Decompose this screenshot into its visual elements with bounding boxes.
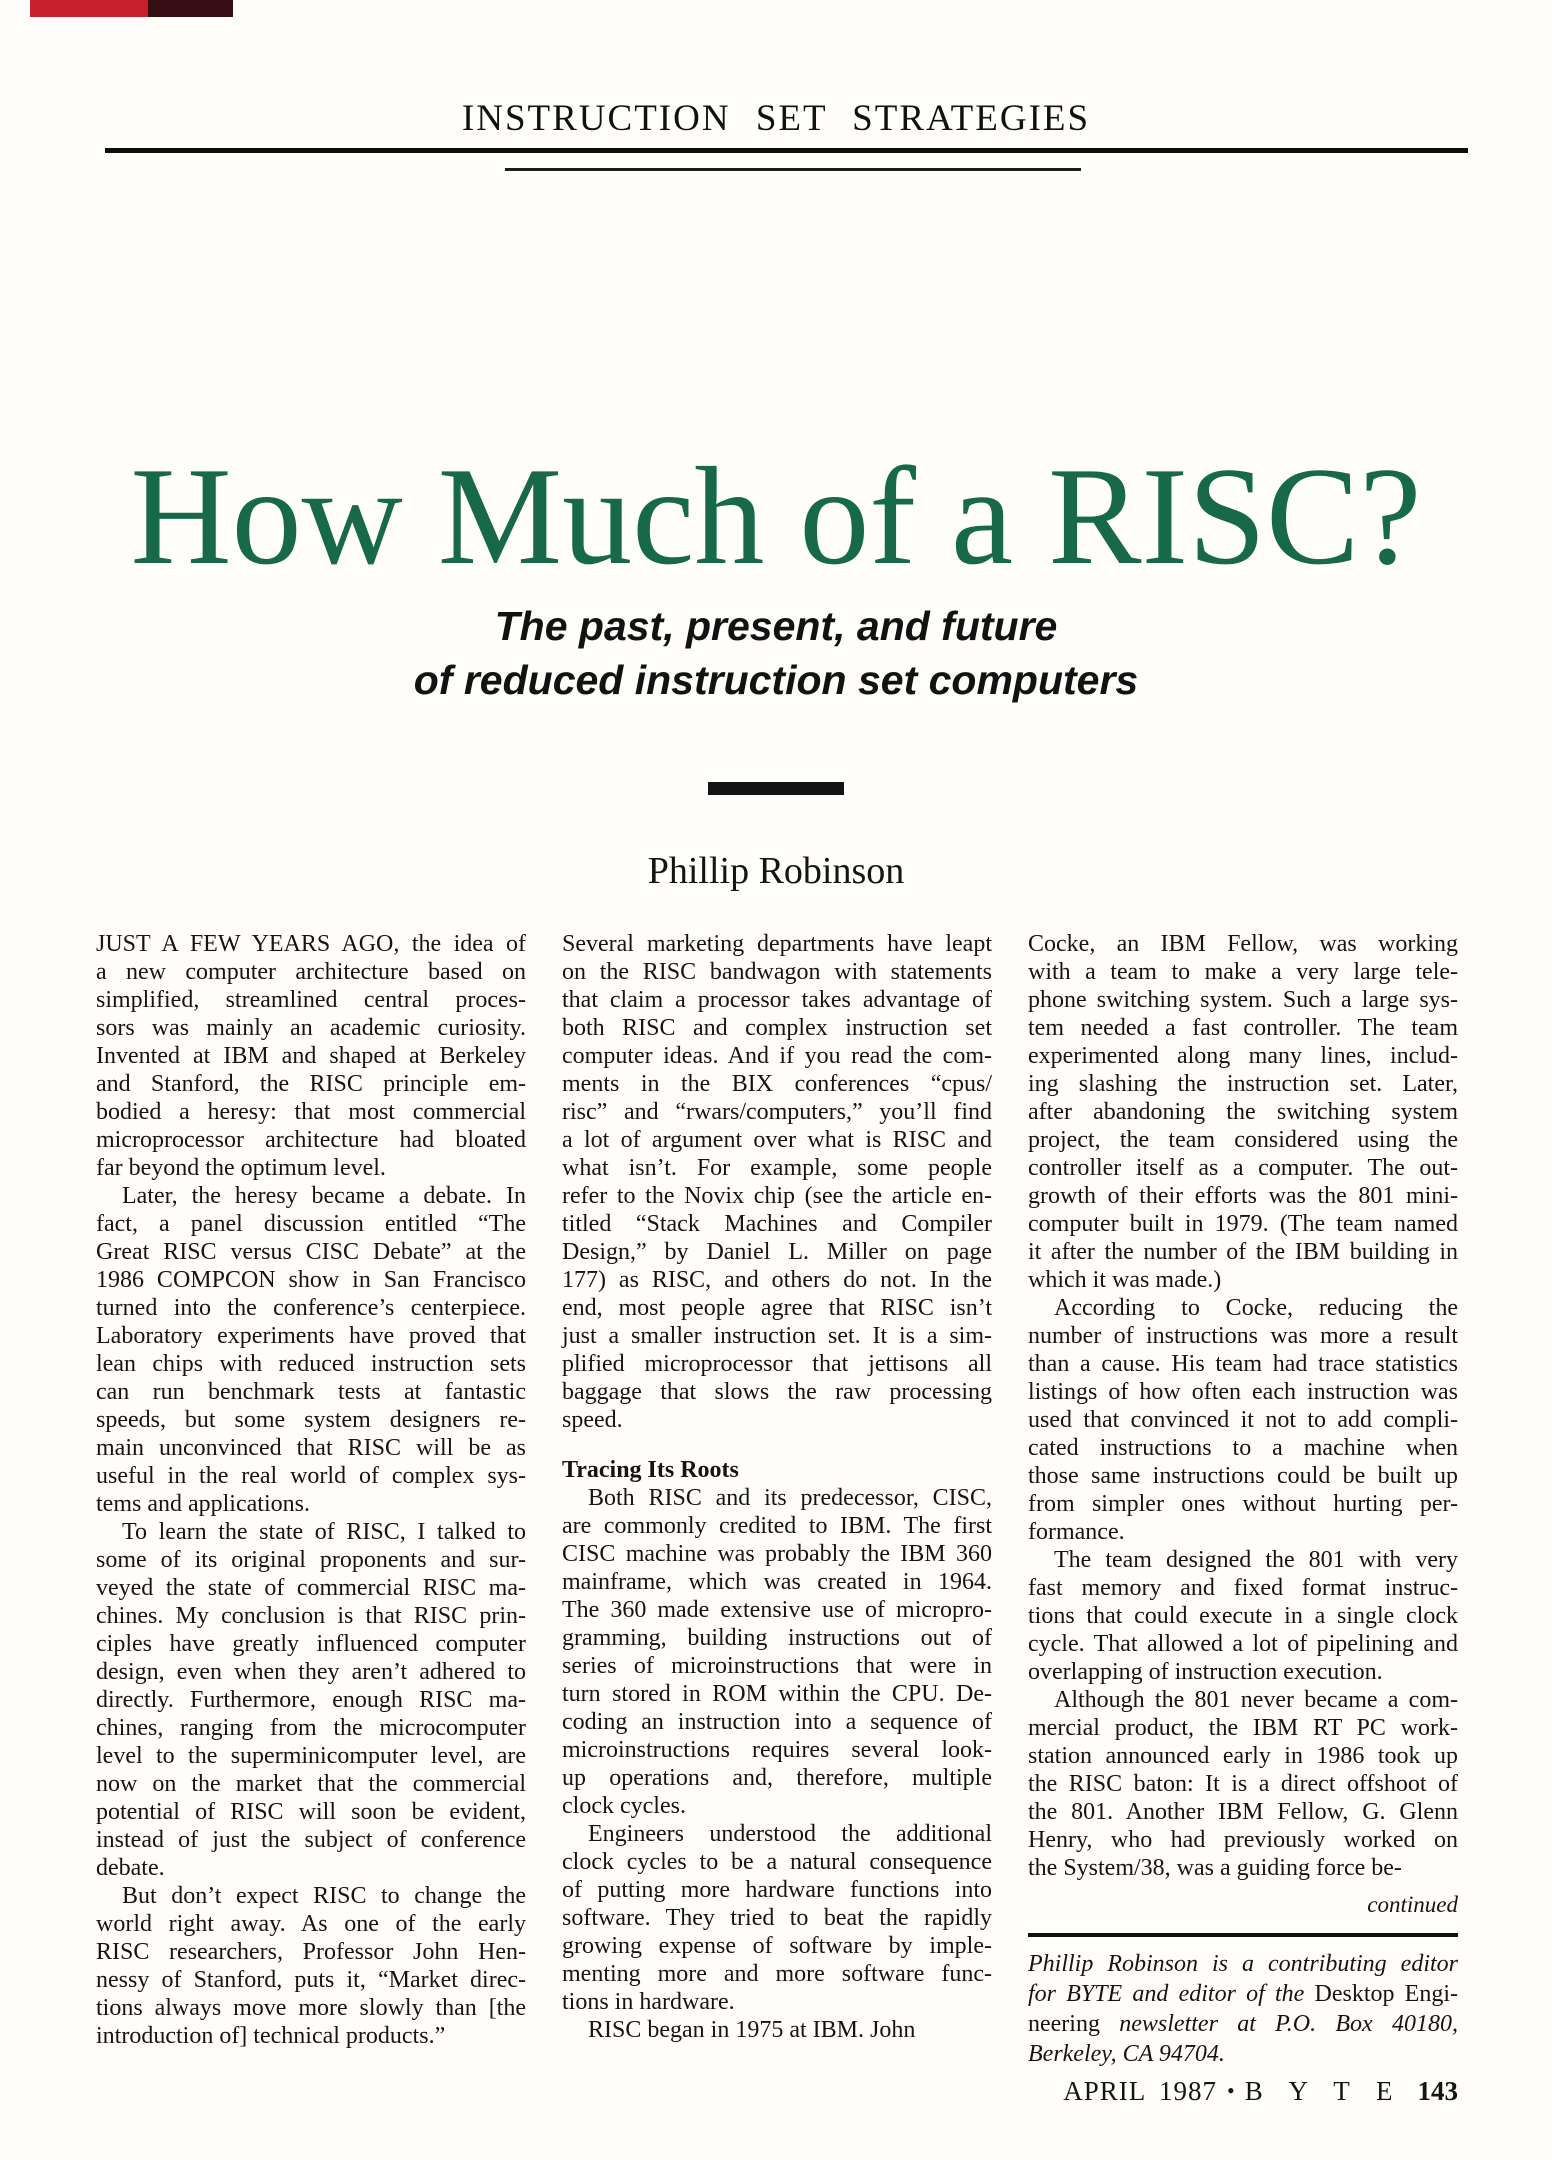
text-line: world right away. As one of the early (96, 1911, 526, 1937)
text-line: Design,” by Daniel L. Miller on page (562, 1239, 992, 1265)
text-line: chines. My conclusion is that RISC prin- (96, 1603, 526, 1629)
text-line: Great RISC versus CISC Debate” at the (96, 1239, 526, 1265)
article-body (96, 930, 1458, 2069)
column-2 (562, 930, 992, 2069)
text-line: are commonly credited to IBM. The first (562, 1513, 992, 1539)
text-line: lean chips with reduced instruction sets (96, 1351, 526, 1377)
paragraph (1028, 1686, 1458, 1882)
text-line: clock cycles. (562, 1793, 686, 1819)
text-line: mainframe, which was created in 1964. (562, 1569, 992, 1595)
text-line: 177) as RISC, and others do not. In the (562, 1267, 992, 1293)
bio-line (1028, 2009, 1458, 2039)
text-line: nessy of Stanford, puts it, “Market direc- (96, 1967, 526, 1993)
text-line: The team designed the 801 with very (1054, 1547, 1458, 1573)
text-line: debate. (96, 1855, 165, 1881)
text-line: on the RISC bandwagon with statements (562, 959, 992, 985)
text-line: JUST A FEW YEARS AGO, the idea of (96, 931, 526, 957)
text-line: Laboratory experiments have proved that (96, 1323, 526, 1349)
text-line: main unconvinced that RISC will be as (96, 1435, 526, 1461)
text-line: used that convinced it not to add compli- (1028, 1407, 1458, 1433)
text-line: Both RISC and its predecessor, CISC, (588, 1485, 992, 1511)
article-subtitle-line1: The past, present, and future (494, 603, 1058, 649)
text-line: what isn’t. For example, some people (562, 1155, 992, 1181)
bio-rule (1028, 1933, 1458, 1937)
text-line: introduction of] technical products.” (96, 2023, 446, 2049)
paragraph (1028, 1294, 1458, 1546)
text-line: menting more and more software func- (562, 1961, 992, 1987)
text-line: plified microprocessor that jettisons all (562, 1351, 992, 1377)
footer-issue-date: APRIL 1987 (1063, 2076, 1218, 2106)
text-line: just a smaller instruction set. It is a sim- (562, 1323, 992, 1349)
text-line: bodied a heresy: that most commercial (96, 1099, 526, 1125)
text-line: simplified, streamlined central proces- (96, 987, 526, 1013)
text-line: design, even when they aren’t adhered to (96, 1659, 526, 1685)
column-3 (1028, 930, 1458, 2069)
text-line: of putting more hardware functions into (562, 1877, 992, 1903)
text-line: instead of just the subject of conference (96, 1827, 526, 1853)
paragraph (1028, 1546, 1458, 1686)
text-line: turn stored in ROM within the CPU. De- (562, 1681, 992, 1707)
text-line: those same instructions could be built up (1028, 1463, 1458, 1489)
text-line: computer built in 1979. (The team named (1028, 1211, 1458, 1237)
paragraph (96, 1182, 526, 1518)
text-line: controller itself as a computer. The out- (1028, 1155, 1458, 1181)
text-line: cycle. That allowed a lot of pipelining and (1028, 1631, 1458, 1657)
text-line: it after the number of the IBM building in (1028, 1239, 1458, 1265)
text-line: station announced early in 1986 took up (1028, 1743, 1458, 1769)
text-line: speed. (562, 1407, 623, 1433)
text-line: risc” and “rwars/computers,” you’ll find (562, 1099, 992, 1125)
paragraph (96, 1518, 526, 1882)
bio-line (1028, 1949, 1458, 1979)
text-line: after abandoning the switching system (1028, 1099, 1458, 1125)
text-line: To learn the state of RISC, I talked to (122, 1519, 526, 1545)
text-line: sors was mainly an academic curiosity. (96, 1015, 526, 1041)
text-line: a new computer architecture based on (96, 959, 526, 985)
text-line: refer to the Novix chip (see the article en- (562, 1183, 992, 1209)
page-footer (96, 2078, 1458, 2105)
paragraph (96, 930, 526, 1182)
text-line: ing slashing the instruction set. Later, (1028, 1071, 1458, 1097)
text-line: 1986 COMPCON show in San Francisco (96, 1267, 526, 1293)
text-line: project, the team considered using the (1028, 1127, 1458, 1153)
text-line: veyed the state of commercial RISC ma- (96, 1575, 526, 1601)
text-line: with a team to make a very large tele- (1028, 959, 1458, 985)
text-line: directly. Furthermore, enough RISC ma- (96, 1687, 526, 1713)
text-line: ciples have greatly influenced computer (96, 1631, 526, 1657)
text-line: both RISC and complex instruction set (562, 1015, 992, 1041)
text-line: the 801. Another IBM Fellow, G. Glenn (1028, 1799, 1458, 1825)
text-line: that claim a processor takes advantage of (562, 987, 992, 1013)
text-line: tions always move more slowly than [the (96, 1995, 526, 2021)
text-line: which it was made.) (1028, 1267, 1222, 1293)
column-3-text (1028, 930, 1458, 1882)
text-line: than a cause. His team had trace statistics (1028, 1351, 1458, 1377)
text-line: tem needed a fast controller. The team (1028, 1015, 1458, 1041)
corner-print-mark-red (30, 0, 148, 17)
text-line: computer ideas. And if you read the com- (562, 1043, 992, 1069)
text-line: software. They tried to beat the rapidly (562, 1905, 992, 1931)
bio-italic-text: newsletter at P.O. Box 40180, (1119, 2011, 1458, 2037)
text-line: growing expense of software by imple- (562, 1933, 992, 1959)
text-line: tems and applications. (96, 1491, 310, 1517)
text-line: Cocke, an IBM Fellow, was working (1028, 931, 1458, 957)
text-line: Several marketing departments have leapt (562, 931, 992, 957)
author-bio (1028, 1949, 1458, 2069)
paragraph (562, 930, 992, 1434)
text-line: coding an instruction into a sequence of (562, 1709, 992, 1735)
bio-line (1028, 1979, 1458, 2009)
text-line: from simpler ones without hurting per- (1028, 1491, 1458, 1517)
text-line: titled “Stack Machines and Compiler (562, 1211, 992, 1237)
paragraph (562, 2016, 992, 2044)
footer-bullet: • (1227, 2078, 1235, 2103)
column-1 (96, 930, 526, 2069)
text-line: Later, the heresy became a debate. In (122, 1183, 526, 1209)
corner-print-mark-dark (148, 0, 233, 17)
text-line: series of microinstructions that were in (562, 1653, 992, 1679)
bio-italic-text: Phillip Robinson is a contributing editor (1028, 1951, 1458, 1977)
text-line: mercial product, the IBM RT PC work- (1028, 1715, 1458, 1741)
text-line: gramming, building instructions out of (562, 1625, 992, 1651)
title-divider-bar (708, 782, 844, 795)
text-line: Invented at IBM and shaped at Berkeley (96, 1043, 526, 1069)
paragraph (1028, 930, 1458, 1294)
text-line: the System/38, was a guiding force be- (1028, 1855, 1402, 1881)
text-line: fast memory and fixed format instruc- (1028, 1575, 1458, 1601)
text-line: up operations and, therefore, multiple (562, 1765, 992, 1791)
article-title: How Much of a RISC? (130, 439, 1422, 594)
bio-roman-text: neering (1028, 2011, 1120, 2037)
text-line: Engineers understood the additional (588, 1821, 992, 1847)
text-line: ments in the BIX conferences “cpus/ (562, 1071, 992, 1097)
text-line: chines, ranging from the microcomputer (96, 1715, 526, 1741)
bio-roman-text: Desktop Engi- (1314, 1981, 1459, 2007)
text-line: Although the 801 never became a com- (1054, 1687, 1458, 1713)
text-line: But don’t expect RISC to change the (122, 1883, 526, 1909)
text-line: experimented along many lines, includ- (1028, 1043, 1458, 1069)
text-line: CISC machine was probably the IBM 360 (562, 1541, 992, 1567)
text-line: microinstructions requires several look- (562, 1737, 992, 1763)
bio-italic-text: for BYTE and editor of the (1028, 1981, 1315, 2007)
text-line: a lot of argument over what is RISC and (562, 1127, 992, 1153)
paragraph (96, 1882, 526, 2050)
text-line: some of its original proponents and sur- (96, 1547, 526, 1573)
footer-magazine-name: B Y T E (1244, 2076, 1402, 2106)
text-line: According to Cocke, reducing the (1054, 1295, 1458, 1321)
byline: Phillip Robinson (647, 850, 905, 892)
text-line: far beyond the optimum level. (96, 1155, 386, 1181)
text-line: fact, a panel discussion entitled “The (96, 1211, 526, 1237)
paragraph (562, 1484, 992, 1820)
article-subtitle-line2: of reduced instruction set computers (413, 657, 1139, 703)
text-line: overlapping of instruction execution. (1028, 1659, 1383, 1685)
text-line: cated instructions to a machine when (1028, 1435, 1458, 1461)
paragraph (562, 1820, 992, 2016)
text-line: number of instructions was more a result (1028, 1323, 1458, 1349)
text-line: RISC researchers, Professor John Hen- (96, 1939, 526, 1965)
text-line: RISC began in 1975 at IBM. John (588, 2017, 916, 2043)
text-line: microprocessor architecture had bloated (96, 1127, 526, 1153)
text-line: speeds, but some system designers re- (96, 1407, 526, 1433)
text-line: end, most people agree that RISC isn’t (562, 1295, 992, 1321)
text-line: tions that could execute in a single clock (1028, 1603, 1458, 1629)
text-line: and Stanford, the RISC principle em- (96, 1071, 526, 1097)
text-line: useful in the real world of complex sys- (96, 1463, 526, 1489)
text-line: level to the superminicomputer level, are (96, 1743, 526, 1769)
text-line: Henry, who had previously worked on (1028, 1827, 1458, 1853)
text-line: listings of how often each instruction was (1028, 1379, 1458, 1405)
footer-page-number: 143 (1417, 2076, 1458, 2106)
text-line: formance. (1028, 1519, 1125, 1545)
header-rule (105, 148, 1468, 153)
column-heading: Tracing Its Roots (562, 1457, 739, 1483)
text-line: clock cycles to be a natural consequence (562, 1849, 992, 1875)
bio-line (1028, 2039, 1458, 2069)
text-line: tions in hardware. (562, 1989, 735, 2015)
text-line: now on the market that the commercial (96, 1771, 526, 1797)
section-title: INSTRUCTION SET STRATEGIES (461, 98, 1091, 139)
text-line: baggage that slows the raw processing (562, 1379, 992, 1405)
header-sub-rule (505, 168, 1081, 171)
continued-label: continued (1367, 1892, 1458, 1917)
bio-italic-text: Berkeley, CA 94704. (1028, 2041, 1225, 2067)
text-line: growth of their efforts was the 801 mini- (1028, 1183, 1458, 1209)
text-line: phone switching system. Such a large sys- (1028, 987, 1458, 1013)
text-line: The 360 made extensive use of micropro- (562, 1597, 992, 1623)
text-line: can run benchmark tests at fantastic (96, 1379, 526, 1405)
text-line: potential of RISC will soon be evident, (96, 1799, 526, 1825)
text-line: turned into the conference’s centerpiece. (96, 1295, 526, 1321)
text-line: the RISC baton: It is a direct offshoot of (1028, 1771, 1458, 1797)
